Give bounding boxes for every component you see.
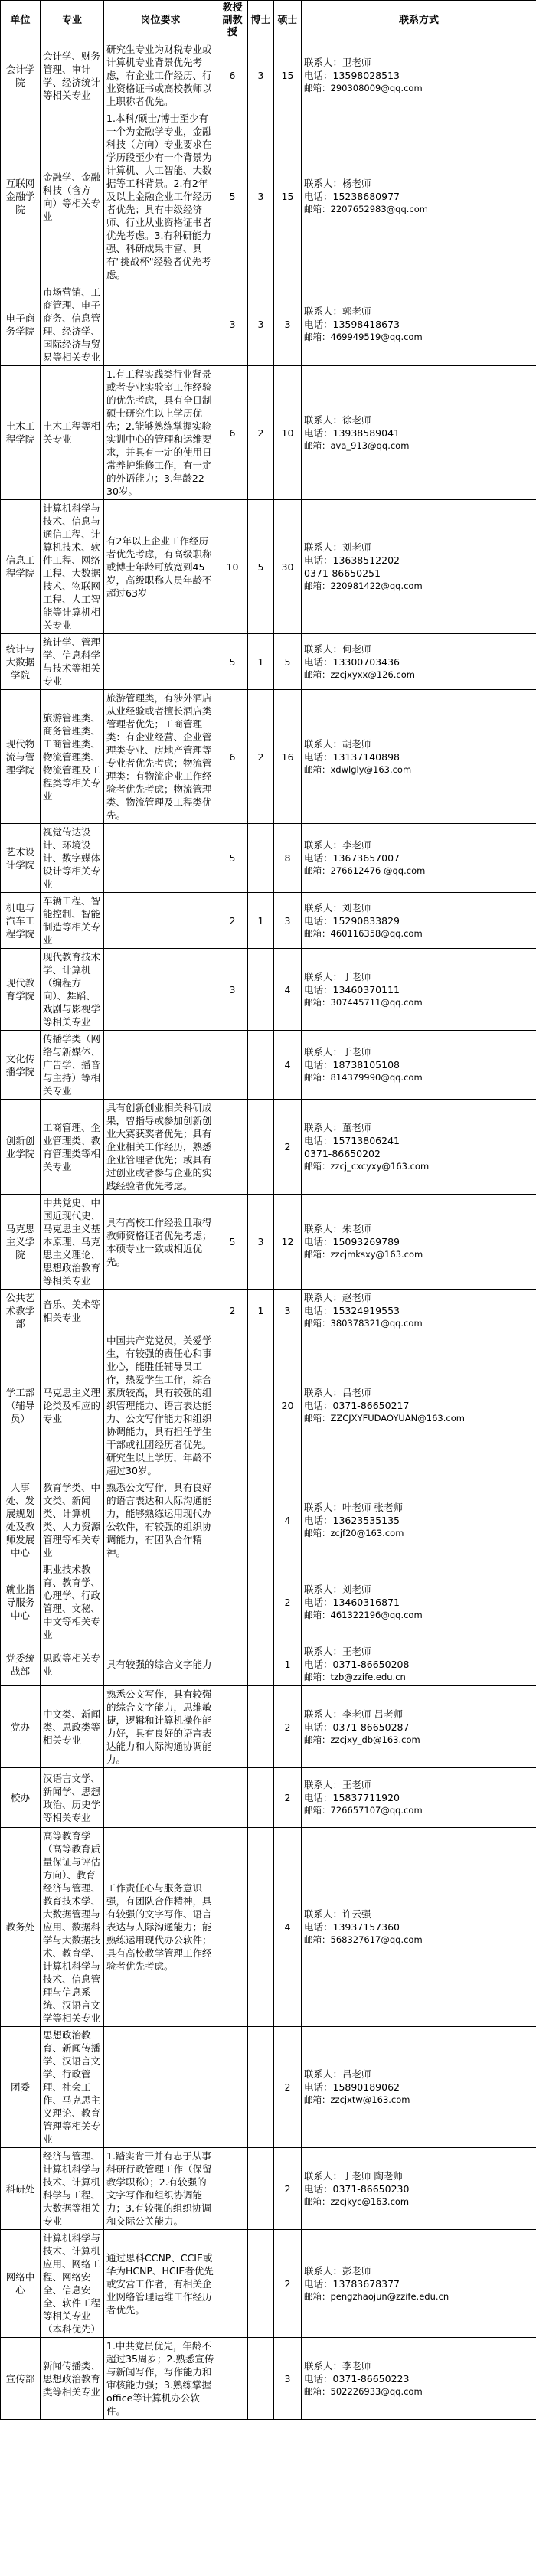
major-cell: 高等教育学（高等教育质量保证与评估方向）、教育经济与管理、教育技术学、大数据管理与应用、数据科学与大数据技术、教育学、计算机科学与技术、信息管理与信息系统、汉语言文学等相关专业: [41, 1828, 104, 2027]
requirements-cell: 1.中共党员优先，年龄不超过35周岁；2.熟悉宣传与新闻写作，写作能力和审核能力强；3.熟练掌握office等计算机办公软件。: [104, 2338, 217, 2420]
contact-phone: 电话：18738105108: [304, 1059, 400, 1071]
contact-phone: 电话：13300703436: [304, 655, 400, 668]
master-count-cell: 3: [274, 1290, 302, 1332]
table-row: [1, 634, 536, 690]
master-count-cell: 3: [274, 893, 302, 949]
contact-name: 联系人：丁老师: [304, 970, 371, 982]
unit-cell: 现代物流与管理学院: [1, 690, 41, 824]
contact-phone: 电话：13638512202: [304, 554, 400, 566]
header-requirements: 岗位要求: [104, 1, 217, 41]
table-row: [1, 2230, 536, 2338]
contact-phone: 电话：13137140898: [304, 750, 400, 763]
contact-cell: [302, 2230, 536, 2338]
phd-count-cell: [248, 1643, 274, 1686]
professor-count-cell: 6: [217, 41, 248, 110]
table-row: [1, 283, 536, 366]
contact-phone: 电话：0371-86650230: [304, 2182, 410, 2195]
requirements-cell: [104, 824, 217, 893]
phd-count-cell: [248, 2148, 274, 2230]
master-count-cell: 30: [274, 500, 302, 634]
professor-count-cell: [217, 1561, 248, 1643]
master-count-cell: 4: [274, 949, 302, 1031]
contact-email: 邮箱：zzcjxy_db@163.com: [304, 1734, 420, 1745]
contact-cell: [302, 2338, 536, 2420]
professor-count-cell: [217, 1686, 248, 1768]
contact-email: 邮箱：xdwlgly@163.com: [304, 763, 412, 775]
contact-phone: 电话：13623535135: [304, 1514, 400, 1526]
professor-count-cell: [217, 2338, 248, 2420]
contact-email: 邮箱：460116358@qq.com: [304, 927, 423, 939]
contact-cell: [302, 1031, 536, 1100]
contact-cell: [302, 690, 536, 824]
master-count-cell: 15: [274, 41, 302, 110]
master-count-cell: 2: [274, 1100, 302, 1195]
contact-phone: 电话：13460316871: [304, 1596, 400, 1608]
major-cell: 经济与管理、计算机科学与技术、计算机科学与工程、大数据等相关专业: [41, 2148, 104, 2230]
requirements-cell: [104, 634, 217, 690]
table-row: [1, 1828, 536, 2027]
contact-name: 联系人：王老师: [304, 1646, 371, 1657]
contact-email: 邮箱：zzcjxtw@163.com: [304, 2094, 410, 2105]
contact-phone: 电话：15324919553: [304, 1305, 400, 1316]
table-row: [1, 1332, 536, 1479]
major-cell: 思政等相关专业: [41, 1643, 104, 1686]
contact-name: 联系人：刘老师: [304, 1583, 371, 1595]
contact-cell: [302, 1828, 536, 2027]
contact-phone: 电话：13938589041: [304, 427, 400, 439]
requirements-cell: 旅游管理类，有涉外酒店从业经验或者擅长酒店类管理者优先；工商管理类：有企业经营、企业管理类专业、房地产管理等专业者优先考虑；物流管理类：有物流企业工作经验者优先考虑；物流管理类、物流管理及工程类优先。: [104, 690, 217, 824]
contact-phone: 电话：15890189062: [304, 2081, 400, 2093]
contact-cell: [302, 1332, 536, 1479]
table-row: [1, 2148, 536, 2230]
master-count-cell: 4: [274, 1031, 302, 1100]
phd-count-cell: [248, 1561, 274, 1643]
master-count-cell: 2: [274, 1768, 302, 1828]
contact-cell: [302, 41, 536, 110]
requirements-cell: [104, 1031, 217, 1100]
requirements-cell: 中国共产党党员，关爱学生，有较强的责任心和事业心，能胜任辅导员工作，热爱学生工作，综合素质较高，具有较强的组织管理能力、语言表达能力、公文写作能力和组织协调能力，具有担任学生干部或社团经历者优先。研究生以上学历，年龄不超过30岁。: [104, 1332, 217, 1479]
master-count-cell: 2: [274, 1686, 302, 1768]
professor-count-cell: [217, 1768, 248, 1828]
requirements-cell: 1.踏实肯干并有志于从事科研行政管理工作（保留教学职称）；2.有较强的文字写作和组织协调能力；3.有较强的组织协调和交际公关能力。: [104, 2148, 217, 2230]
contact-email: 邮箱：276612476 @qq.com: [304, 865, 426, 876]
contact-name: 联系人：徐老师: [304, 414, 371, 426]
contact-email: 邮箱：zzcj_cxcyxy@163.com: [304, 1160, 430, 1172]
major-cell: 统计学、管理学、信息科学与技术等相关专业: [41, 634, 104, 690]
major-cell: 旅游管理类、商务管理类、工商管理类、物流管理类、物流管理及工程类等相关专业: [41, 690, 104, 824]
contact-cell: [302, 1479, 536, 1561]
major-cell: 视觉传达设计、环境设计、数字媒体设计等相关专业: [41, 824, 104, 893]
table-row: [1, 1100, 536, 1195]
professor-count-cell: 5: [217, 110, 248, 283]
contact-email: 邮箱：zzcjxyxx@126.com: [304, 669, 415, 680]
master-count-cell: 2: [274, 2027, 302, 2148]
contact-phone: 电话：0371-86650217: [304, 1400, 410, 1411]
professor-count-cell: [217, 1828, 248, 2027]
professor-count-cell: 3: [217, 283, 248, 366]
table-row: [1, 1031, 536, 1100]
contact-name: 联系人：于老师: [304, 1046, 371, 1058]
unit-cell: 就业指导服务中心: [1, 1561, 41, 1643]
contact-name: 联系人：吕老师: [304, 1387, 371, 1398]
requirements-cell: 具有较强的综合文字能力: [104, 1643, 217, 1686]
contact-name: 联系人：丁老师 陶老师: [304, 2169, 403, 2182]
contact-phone: 电话：0371-86650287: [304, 1721, 410, 1733]
contact-email: 邮箱：469949519@qq.com: [304, 332, 423, 342]
major-cell: 工商管理、企业管理类、教育管理类等相关专业: [41, 1100, 104, 1195]
contact-phone: 电话：0371-86650223: [304, 2372, 410, 2385]
phd-count-cell: [248, 1686, 274, 1768]
table-row: [1, 1643, 536, 1686]
professor-count-cell: [217, 2027, 248, 2148]
requirements-cell: [104, 1561, 217, 1643]
table-row: [1, 1686, 536, 1768]
contact-email: 邮箱：307445711@qq.com: [304, 996, 423, 1008]
table-row: [1, 1768, 536, 1828]
unit-cell: 互联网金融学院: [1, 110, 41, 283]
master-count-cell: 4: [274, 1479, 302, 1561]
professor-count-cell: 2: [217, 1290, 248, 1332]
table-row: [1, 824, 536, 893]
master-count-cell: 4: [274, 1828, 302, 2027]
unit-cell: 土木工程学院: [1, 366, 41, 500]
requirements-cell: [104, 949, 217, 1031]
contact-name: 联系人：许云强: [304, 1908, 371, 1920]
table-row: [1, 949, 536, 1031]
contact-email: 邮箱：290308009@qq.com: [304, 83, 423, 93]
contact-phone: 电话：15238680977: [304, 191, 400, 202]
major-cell: 职业技术教育、教育学、心理学、行政管理、文秘、中文等相关专业: [41, 1561, 104, 1643]
phd-count-cell: [248, 1828, 274, 2027]
contact-name: 联系人：郭老师: [304, 306, 371, 317]
contact-email: 邮箱：461322196@qq.com: [304, 1609, 423, 1620]
phd-count-cell: 1: [248, 893, 274, 949]
professor-count-cell: [217, 1100, 248, 1195]
professor-count-cell: [217, 1479, 248, 1561]
unit-cell: 团委: [1, 2027, 41, 2148]
contact-email: 邮箱：ZZCJXYFUDAOYUAN@163.com: [304, 1413, 465, 1424]
contact-name: 联系人：刘老师: [304, 541, 371, 553]
contact-email: 邮箱：zzcjkyc@163.com: [304, 2195, 410, 2207]
master-count-cell: 16: [274, 690, 302, 824]
professor-count-cell: [217, 2148, 248, 2230]
master-count-cell: 5: [274, 634, 302, 690]
professor-count-cell: 5: [217, 1195, 248, 1290]
table-row: [1, 366, 536, 500]
master-count-cell: 8: [274, 824, 302, 893]
phd-count-cell: [248, 2230, 274, 2338]
master-count-cell: 2: [274, 2230, 302, 2338]
contact-name: 联系人：杨老师: [304, 178, 371, 189]
contact-name: 联系人：刘老师: [304, 901, 371, 914]
professor-count-cell: 2: [217, 893, 248, 949]
phd-count-cell: [248, 2027, 274, 2148]
requirements-cell: [104, 1290, 217, 1332]
contact-phone: 电话：15837711920: [304, 1792, 400, 1803]
unit-cell: 文化传播学院: [1, 1031, 41, 1100]
requirements-cell: 通过思科CCNP、CCIE或华为HCNP、HCIE者优先或安营工作者，有相关企业网络管理运维工作经历者优先。: [104, 2230, 217, 2338]
table-row: [1, 41, 536, 110]
requirements-cell: 工作责任心与服务意识强，有团队合作精神，具有较强的文字写作、语言表达与人际沟通能力；能熟练运用现代办公软件；具有高校教学管理工作经验者优先考虑。: [104, 1828, 217, 2027]
unit-cell: 校办: [1, 1768, 41, 1828]
contact-cell: [302, 1643, 536, 1686]
contact-email: 邮箱：502226933@qq.com: [304, 2385, 423, 2397]
unit-cell: 创新创业学院: [1, 1100, 41, 1195]
requirements-cell: 熟悉公文写作，具有良好的语言表达和人际沟通能力，能够熟练运用现代办公软件，有较强的组织协调能力，有团队合作精神。: [104, 1479, 217, 1561]
requirements-cell: 1.本科/硕士/博士至少有一个为金融学专业，金融科技（方向）专业要求在学历段至少有一个背景为计算机、人工智能、大数据等工科背景。2.有2年及以上金融企业工作经历者优先；具有中级经济师、行业从业资格证书者优先考虑。3.有科研能力强、科研成果丰富、具有"挑战杯"经验者优先考虑。: [104, 110, 217, 283]
contact-email: 邮箱：814379990@qq.com: [304, 1072, 423, 1083]
contact-name: 联系人：卫老师: [304, 57, 371, 68]
table-row: [1, 2027, 536, 2148]
professor-count-cell: [217, 1332, 248, 1479]
contact-email: 邮箱：pengzhaojun@zzife.edu.cn: [304, 2290, 449, 2302]
contact-phone: 电话：15093269789: [304, 1236, 400, 1247]
requirements-cell: [104, 283, 217, 366]
header-contact: 联系方式: [302, 1, 536, 41]
contact-name: 联系人：朱老师: [304, 1223, 371, 1234]
header-unit: 单位: [1, 1, 41, 41]
phd-count-cell: [248, 1332, 274, 1479]
major-cell: 土木工程等相关专业: [41, 366, 104, 500]
master-count-cell: 1: [274, 1643, 302, 1686]
unit-cell: 马克思主义学院: [1, 1195, 41, 1290]
major-cell: 会计学、财务管理、审计学、经济统计等相关专业: [41, 41, 104, 110]
phd-count-cell: 5: [248, 500, 274, 634]
contact-phone-2: 0371-86650202: [304, 1147, 381, 1159]
professor-count-cell: 6: [217, 690, 248, 824]
phd-count-cell: [248, 1479, 274, 1561]
requirements-cell: 熟悉公文写作，具有较强的综合文字能力，思维敏捷，逻辑和计算机操作能力好，具有良好的语言表达能力和人际沟通协调能力。: [104, 1686, 217, 1768]
contact-phone: 电话：15713806241: [304, 1134, 400, 1146]
contact-phone: 电话：13937157360: [304, 1921, 400, 1933]
master-count-cell: 2: [274, 2148, 302, 2230]
unit-cell: 信息工程学院: [1, 500, 41, 634]
contact-name: 联系人：李老师: [304, 2359, 371, 2372]
contact-email: 邮箱：2207652983@qq.com: [304, 204, 428, 214]
contact-phone: 电话：13460370111: [304, 983, 400, 995]
unit-cell: 宣传部: [1, 2338, 41, 2420]
requirements-cell: 研究生专业为财税专业或计算机专业背景优先考虑，有企业工作经历、行业资格证书或高校教师以上职称者优先。: [104, 41, 217, 110]
contact-phone: 电话：15290833829: [304, 914, 400, 927]
requirements-cell: 1.有工程实践类行业背景或者专业实验室工作经验的优先考虑，具有全日制硕士研究生以上学历优先；2.能够熟练掌握实验实训中心的管理和运维要求，并具有一定的使用日常养护维修工作，有一定的外语能力；3.年龄22-30岁。: [104, 366, 217, 500]
contact-cell: [302, 1195, 536, 1290]
contact-cell: [302, 949, 536, 1031]
phd-count-cell: 1: [248, 634, 274, 690]
table-row: [1, 2338, 536, 2420]
professor-count-cell: 5: [217, 824, 248, 893]
header-master-count: 硕士: [274, 1, 302, 41]
requirements-cell: [104, 1768, 217, 1828]
contact-cell: [302, 2148, 536, 2230]
contact-name: 联系人：叶老师 张老师: [304, 1501, 403, 1513]
contact-phone: 电话：13598418673: [304, 319, 400, 330]
major-cell: 汉语言文学、新闻学、思想政治、历史学等相关专业: [41, 1768, 104, 1828]
master-count-cell: 10: [274, 366, 302, 500]
unit-cell: 党委统战部: [1, 1643, 41, 1686]
table-row: [1, 500, 536, 634]
major-cell: 计算机科学与技术、计算机应用、网络工程、网络安全、信息安全、软件工程等相关专业（本科优先）: [41, 2230, 104, 2338]
table-row: [1, 1561, 536, 1643]
master-count-cell: 20: [274, 1332, 302, 1479]
professor-count-cell: 3: [217, 949, 248, 1031]
contact-name: 联系人：吕老师: [304, 2068, 371, 2080]
header-professor-count: 教授副教授: [217, 1, 248, 41]
master-count-cell: 2: [274, 1561, 302, 1643]
contact-name: 联系人：胡老师: [304, 737, 371, 750]
contact-name: 联系人：彭老师: [304, 2264, 371, 2277]
contact-email: 邮箱：726657107@qq.com: [304, 1805, 423, 1816]
table-row: [1, 893, 536, 949]
contact-cell: [302, 283, 536, 366]
requirements-cell: 有2年以上企业工作经历者优先考虑，有高级职称或博士年龄可放宽到45岁，高级职称人员年龄不超过63岁: [104, 500, 217, 634]
phd-count-cell: [248, 2338, 274, 2420]
requirements-cell: [104, 2027, 217, 2148]
table-row: [1, 1195, 536, 1290]
master-count-cell: 3: [274, 2338, 302, 2420]
contact-cell: [302, 110, 536, 283]
major-cell: 音乐、美术等相关专业: [41, 1290, 104, 1332]
professor-count-cell: 5: [217, 634, 248, 690]
contact-phone: 电话：13673657007: [304, 852, 400, 864]
master-count-cell: 12: [274, 1195, 302, 1290]
table-row: [1, 690, 536, 824]
unit-cell: 会计学院: [1, 41, 41, 110]
requirements-cell: 具有创新创业相关科研成果，曾指导或参加创新创业大赛获奖者优先；具有企业相关工作经历，熟悉企业管理者优先；或具有过创业或者参与企业的实践经验者优先考虑。: [104, 1100, 217, 1195]
phd-count-cell: [248, 1031, 274, 1100]
contact-phone: 电话：13598028513: [304, 70, 400, 81]
contact-email: 邮箱：380378321@qq.com: [304, 1318, 423, 1329]
phd-count-cell: 2: [248, 366, 274, 500]
phd-count-cell: 3: [248, 110, 274, 283]
contact-email: 邮箱：zcjf20@163.com: [304, 1527, 404, 1538]
contact-name: 联系人：李老师: [304, 839, 371, 851]
major-cell: 现代教育技术学、计算机（编程方向）、舞蹈、戏剧与影视学等相关专业: [41, 949, 104, 1031]
major-cell: 新闻传播类、思想政治教育类等相关专业: [41, 2338, 104, 2420]
professor-count-cell: [217, 1031, 248, 1100]
unit-cell: 艺术设计学院: [1, 824, 41, 893]
unit-cell: 机电与汽车工程学院: [1, 893, 41, 949]
major-cell: 中文类、新闻类、思政类等相关专业: [41, 1686, 104, 1768]
major-cell: 传播学类（网络与新媒体、广告学、播音与主持）等相关专业: [41, 1031, 104, 1100]
unit-cell: 科研处: [1, 2148, 41, 2230]
header-row: [1, 1, 536, 41]
major-cell: 教育学类、中文类、新闻类、计算机类、人力资源管理等相关专业: [41, 1479, 104, 1561]
professor-count-cell: 10: [217, 500, 248, 634]
contact-name: 联系人：李老师 吕老师: [304, 1708, 403, 1720]
unit-cell: 统计与大数据学院: [1, 634, 41, 690]
unit-cell: 现代教育学院: [1, 949, 41, 1031]
contact-name: 联系人：董老师: [304, 1121, 371, 1133]
contact-email: 邮箱：ava_913@qq.com: [304, 440, 410, 451]
contact-name: 联系人：赵老师: [304, 1292, 371, 1303]
contact-cell: [302, 1290, 536, 1332]
table-row: [1, 110, 536, 283]
phd-count-cell: [248, 1768, 274, 1828]
phd-count-cell: 2: [248, 690, 274, 824]
contact-cell: [302, 1768, 536, 1828]
table-row: [1, 1479, 536, 1561]
phd-count-cell: [248, 1100, 274, 1195]
phd-count-cell: 3: [248, 41, 274, 110]
contact-name: 联系人：王老师: [304, 1779, 371, 1790]
major-cell: 思想政治教育、新闻传播学、汉语言文学、行政管理、社会工作、马克思主义理论、教育管理等相关专业: [41, 2027, 104, 2148]
contact-phone-2: 0371-86650251: [304, 567, 381, 579]
contact-email: 邮箱：tzb@zzife.edu.cn: [304, 1672, 406, 1682]
contact-cell: [302, 893, 536, 949]
unit-cell: 学工部（辅导员）: [1, 1332, 41, 1479]
unit-cell: 人事处、发展规划处及教师发展中心: [1, 1479, 41, 1561]
phd-count-cell: 3: [248, 283, 274, 366]
contact-cell: [302, 1100, 536, 1195]
contact-cell: [302, 366, 536, 500]
professor-count-cell: 6: [217, 366, 248, 500]
requirements-cell: [104, 893, 217, 949]
unit-cell: 公共艺术教学部: [1, 1290, 41, 1332]
table-row: [1, 1290, 536, 1332]
unit-cell: 教务处: [1, 1828, 41, 2027]
header-phd-count: 博士: [248, 1, 274, 41]
major-cell: 计算机科学与技术、信息与通信工程、计算机技术、软件工程、网络工程、大数据技术、物联网工程、人工智能等计算机相关专业: [41, 500, 104, 634]
contact-cell: [302, 1561, 536, 1643]
contact-cell: [302, 2027, 536, 2148]
professor-count-cell: [217, 1643, 248, 1686]
contact-cell: [302, 824, 536, 893]
contact-name: 联系人：何老师: [304, 642, 371, 655]
requirements-cell: 具有高校工作经验且取得教师资格证者优先考虑；本硕专业一致或相近优先。: [104, 1195, 217, 1290]
contact-cell: [302, 1686, 536, 1768]
major-cell: 马克思主义理论类及相应的专业: [41, 1332, 104, 1479]
contact-cell: [302, 634, 536, 690]
phd-count-cell: [248, 824, 274, 893]
unit-cell: 党办: [1, 1686, 41, 1768]
major-cell: 市场营销、工商管理、电子商务、信息管理、经济学、国际经济与贸易等相关专业: [41, 283, 104, 366]
unit-cell: 电子商务学院: [1, 283, 41, 366]
major-cell: 车辆工程、智能控制、智能制造等相关专业: [41, 893, 104, 949]
professor-count-cell: [217, 2230, 248, 2338]
major-cell: 中共党史、中国近现代史、马克思主义基本原理、马克思主义理论、思想政治教育等相关专业: [41, 1195, 104, 1290]
master-count-cell: 15: [274, 110, 302, 283]
contact-email: 邮箱：568327617@qq.com: [304, 1934, 423, 1945]
contact-email: 邮箱：220981422@qq.com: [304, 580, 423, 591]
master-count-cell: 3: [274, 283, 302, 366]
contact-phone: 电话：0371-86650208: [304, 1659, 410, 1670]
phd-count-cell: 1: [248, 1290, 274, 1332]
unit-cell: 网络中心: [1, 2230, 41, 2338]
phd-count-cell: 3: [248, 1195, 274, 1290]
phd-count-cell: [248, 949, 274, 1031]
header-major: 专业: [41, 1, 104, 41]
contact-phone: 电话：13783678377: [304, 2277, 400, 2290]
contact-cell: [302, 500, 536, 634]
major-cell: 金融学、金融科技（含方向）等相关专业: [41, 110, 104, 283]
contact-email: 邮箱：zzcjmksxy@163.com: [304, 1249, 423, 1260]
